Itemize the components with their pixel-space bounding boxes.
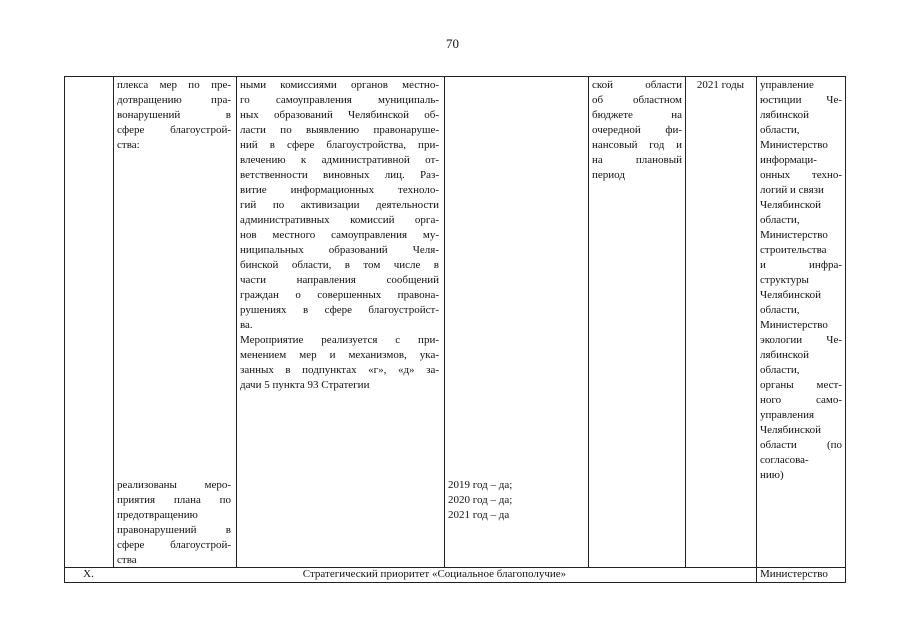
description-line: ветственности виновных лиц. Раз- (240, 169, 439, 181)
funding-line: очередной фи- (592, 124, 682, 136)
target-value-line: 2020 год – да; (448, 494, 513, 506)
section-title: Стратегический приоритет «Социальное благополучие» (302, 568, 567, 580)
responsible-line: управления (760, 409, 815, 421)
responsible-line: лябинской (760, 349, 809, 361)
funding-line: период (592, 169, 625, 181)
responsible-line: области, (760, 124, 800, 136)
responsible-cell (760, 78, 842, 483)
description-line: витие информационных техноло- (240, 184, 439, 196)
funding-source-cell (592, 78, 682, 183)
indicator-result-line: реализованы меро- (117, 479, 231, 491)
indicator-result-line: сфере благоустрой- (117, 539, 231, 551)
responsible-line: нию) (760, 469, 784, 481)
description-line: занных в подпунктах «г», «д» за- (240, 364, 439, 376)
responsible-line: Челябинской (760, 289, 822, 301)
responsible-line: Челябинской (760, 199, 822, 211)
table-top-border (64, 76, 846, 77)
description-line: гий по активизации деятельности (240, 199, 439, 211)
description-line: дачи 5 пункта 93 Стратегии (240, 379, 370, 391)
responsible-line: структуры (760, 274, 809, 286)
description-line: ва. (240, 319, 253, 331)
responsible-line: Министерство (760, 229, 828, 241)
indicator-line: плекса мер по пре- (117, 79, 231, 91)
responsible-line: лябинской (760, 109, 809, 121)
table-col-border-7 (845, 76, 846, 582)
table-col-border-6 (756, 76, 757, 582)
table-col-border-4 (588, 76, 589, 567)
target-value-line: 2019 год – да; (448, 479, 513, 491)
description-line: ных образований Челябинской об- (240, 109, 439, 121)
responsible-line: и инфра- (760, 259, 842, 271)
indicator-line: вонарушений в (117, 109, 231, 121)
period-text: 2021 годы (696, 79, 745, 91)
responsible-line: логий и связи (760, 184, 824, 196)
responsible-line: органы мест- (760, 379, 842, 391)
responsible-line: управление (760, 79, 814, 91)
indicator-cell-bottom (117, 478, 231, 568)
responsible-line: Челябинской (760, 424, 822, 436)
responsible-line: области, (760, 364, 800, 376)
responsible-line: экологии Че- (760, 334, 842, 346)
responsible-line: области, (760, 214, 800, 226)
description-line: ний в сфере благоустройства, при- (240, 139, 439, 151)
description-line: менением мер и механизмов, ука- (240, 349, 439, 361)
indicator-line: дотвращению пра- (117, 94, 231, 106)
responsible-line: Министерство (760, 319, 828, 331)
description-line: части направления сообщений (240, 274, 439, 286)
description-line: ниципальных образований Челя- (240, 244, 439, 256)
description-line: ласти по выявлению правонаруше- (240, 124, 439, 136)
indicator-line: ства: (117, 139, 140, 151)
indicator-result-line: ства (117, 554, 137, 566)
indicator-result-line: предотвращению (117, 509, 198, 521)
period-cell (686, 78, 755, 93)
table-col-border-3 (444, 76, 445, 567)
funding-line: бюджете на (592, 109, 682, 121)
table-col-border-1 (113, 76, 114, 567)
page-number: 70 (446, 36, 459, 51)
description-line: административных комиссий орга- (240, 214, 439, 226)
indicator-result-line: приятия плана по (117, 494, 231, 506)
section-number: X. (83, 568, 94, 580)
section-responsible: Министерство (760, 568, 828, 580)
description-line: рушениях в сфере благоустройст- (240, 304, 439, 316)
table-col-border-5 (685, 76, 686, 567)
description-line: влечению к административной от- (240, 154, 439, 166)
description-line: ными комиссиями органов местно- (240, 79, 439, 91)
responsible-line: онных техно- (760, 169, 842, 181)
table-col-border-2 (236, 76, 237, 567)
responsible-line: Министерство (760, 139, 828, 151)
description-line: го самоуправления муниципаль- (240, 94, 439, 106)
section-row-bottom-border (64, 582, 846, 583)
target-values-cell (448, 478, 584, 523)
responsible-line: согласова- (760, 454, 809, 466)
indicator-line: сфере благоустрой- (117, 124, 231, 136)
responsible-line: области, (760, 304, 800, 316)
description-line: нов местного самоуправления му- (240, 229, 439, 241)
table-col-border-0 (64, 76, 65, 582)
indicator-result-line: правонарушений в (117, 524, 231, 536)
measure-description-cell (240, 78, 439, 393)
target-value-line: 2021 год – да (448, 509, 510, 521)
responsible-line: ного само- (760, 394, 842, 406)
funding-line: ской области (592, 79, 682, 91)
responsible-line: информаци- (760, 154, 817, 166)
responsible-line: юстиции Че- (760, 94, 842, 106)
description-line: бинской области, в том числе в (240, 259, 439, 271)
responsible-line: строительства (760, 244, 827, 256)
funding-line: об областном (592, 94, 682, 106)
funding-line: нансовый год и (592, 139, 682, 151)
description-line: граждан о совершенных правона- (240, 289, 439, 301)
description-line: Мероприятие реализуется с при- (240, 334, 439, 346)
funding-line: на плановый (592, 154, 682, 166)
responsible-line: области (по (760, 439, 842, 451)
indicator-cell-top (117, 78, 231, 153)
